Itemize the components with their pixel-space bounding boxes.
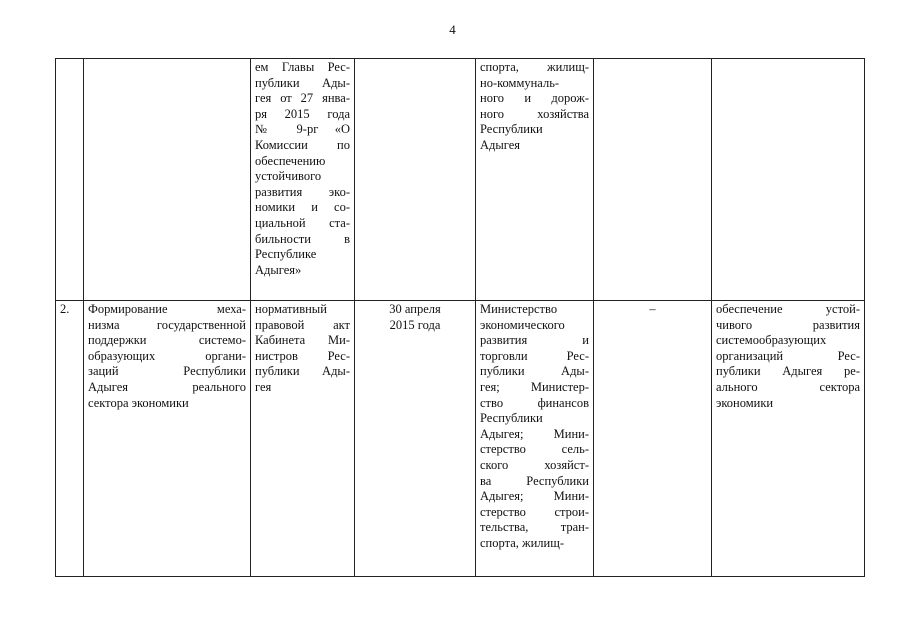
- table-row: [56, 301, 865, 577]
- result-cell: [712, 59, 865, 301]
- cell-text-line: гея; Министер-: [480, 379, 589, 394]
- cell-text-line: устойчивого: [255, 169, 322, 184]
- cell-text-line: стерство строи-: [480, 504, 589, 519]
- cell-text-line: развития эко-: [255, 184, 350, 199]
- cell-text-line: нистров Рес-: [255, 348, 350, 363]
- cell-text-line: Адыгея»: [255, 262, 302, 277]
- cell-text-line: Республике: [255, 247, 317, 262]
- cell-text-line: нормативный: [255, 302, 327, 316]
- cell-text-line: Министерство: [480, 302, 558, 316]
- cell-text-line: спорта, жилищ-: [480, 535, 565, 550]
- cell-text-line: развития и: [480, 333, 589, 348]
- plan-table: [55, 58, 865, 577]
- cell-text-line: Республики: [480, 122, 543, 137]
- funding-cell: –: [594, 301, 712, 577]
- cell-text-line: Комиссии по: [255, 137, 350, 152]
- deadline-cell: [355, 301, 476, 577]
- cell-text-line: циальной ста-: [255, 215, 350, 230]
- cell-text-line: сектора экономики: [88, 395, 189, 410]
- cell-text-line: правовой акт: [255, 317, 350, 332]
- cell-text-line: Республики: [480, 411, 543, 426]
- cell-text-line: торговли Рес-: [480, 348, 589, 363]
- cell-text-line: ем Главы Рес-: [255, 60, 350, 74]
- cell-text-line: Адыгея: [480, 137, 521, 152]
- cell-text-line: обеспечению: [255, 153, 326, 168]
- cell-text-line: публики Адыгея ре-: [716, 364, 860, 379]
- cell-text-line: гея: [255, 379, 272, 394]
- cell-text-line: ря 2015 года: [255, 106, 350, 121]
- cell-text-line: Адыгея реального: [88, 379, 246, 394]
- page-number: 4: [449, 22, 456, 37]
- cell-text-line: чивого развития: [716, 317, 860, 332]
- cell-text-line: Кабинета Ми-: [255, 333, 350, 348]
- cell-text-line: системообразующих: [716, 333, 827, 348]
- cell-text-line: Адыгея; Мини-: [480, 489, 589, 504]
- row-number-cell: 2.: [56, 301, 84, 577]
- cell-text-line: заций Республики: [88, 364, 246, 379]
- cell-text-line: ство финансов: [480, 395, 589, 410]
- cell-text-line: публики Ады-: [255, 75, 350, 90]
- deadline-cell: [355, 59, 476, 301]
- funding-cell: [594, 59, 712, 301]
- cell-text-line: Формирование меха-: [88, 302, 246, 316]
- cell-text-line: но-коммуналь-: [480, 75, 560, 90]
- cell-text-line: обеспечение устой-: [716, 302, 860, 316]
- executors-cell: [476, 59, 594, 301]
- cell-text-line: ного и дорож-: [480, 91, 589, 106]
- cell-text-line: ского хозяйст-: [480, 457, 589, 472]
- cell-text-line: номики и со-: [255, 200, 350, 215]
- executors-cell: [476, 301, 594, 577]
- cell-text-line: экономики: [716, 395, 774, 410]
- cell-text-line: спорта, жилищ-: [480, 60, 589, 74]
- cell-text-line: публики Ады-: [255, 364, 350, 379]
- measure-name-cell: [84, 59, 251, 301]
- cell-text-line: низма государственной: [88, 317, 246, 332]
- basis-cell: [251, 301, 355, 577]
- result-cell: [712, 301, 865, 577]
- cell-text-line: поддержки системо-: [88, 333, 246, 348]
- cell-text-line: ва Республики: [480, 473, 589, 488]
- cell-text-line: гея от 27 янва-: [255, 91, 350, 106]
- cell-text-line: ального сектора: [716, 379, 860, 394]
- table-row: [56, 59, 865, 301]
- row-number-cell: [56, 59, 84, 301]
- cell-text-line: публики Ады-: [480, 364, 589, 379]
- cell-text-line: экономического: [480, 317, 565, 332]
- cell-text-line: № 9-рг «О: [255, 122, 350, 137]
- measure-name-cell: [84, 301, 251, 577]
- cell-text-line: 30 апреля: [389, 302, 441, 316]
- cell-text-line: стерство сель-: [480, 442, 589, 457]
- cell-text-line: Адыгея; Мини-: [480, 426, 589, 441]
- basis-cell: [251, 59, 355, 301]
- cell-text-line: ного хозяйства: [480, 106, 589, 121]
- cell-text-line: 2015 года: [389, 317, 441, 332]
- cell-text-line: бильности в: [255, 231, 350, 246]
- cell-text-line: тельства, тран-: [480, 520, 589, 535]
- cell-text-line: организаций Рес-: [716, 348, 860, 363]
- cell-text-line: образующих органи-: [88, 348, 246, 363]
